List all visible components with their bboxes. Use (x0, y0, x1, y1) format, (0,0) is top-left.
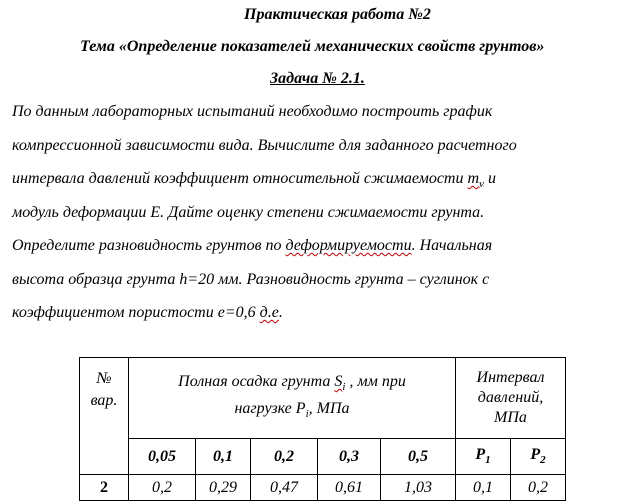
symbol-p: P (530, 446, 541, 464)
pressure-cell: 0,05 (129, 439, 196, 475)
header-variant-label: № вар. (90, 370, 118, 409)
header-text: , мм при нагрузке (234, 372, 406, 418)
symbol-s: S (334, 372, 343, 390)
value-cell: 0,29 (196, 475, 251, 501)
paragraph-line: компрессионной зависимости вида. Вычислите для заданного расчетного (12, 136, 517, 154)
paragraph-text: . (278, 304, 283, 321)
p1-cell (456, 439, 511, 475)
spellcheck-word: д.е (259, 304, 279, 321)
symbol-subscript: v (479, 178, 484, 191)
header-variant (80, 358, 129, 475)
header-interval (456, 358, 566, 439)
paragraph-line (12, 299, 632, 333)
paragraph-line: модуль деформации E. Дайте оценку степени сжимаемости грунта. (12, 203, 485, 221)
paragraph-text: коэффициентом пористости e=0,6 (12, 304, 260, 321)
symbol-subscript: i (305, 408, 309, 421)
paragraph-text: интервала давлений коэффициент относительной сжимаемости (12, 170, 468, 187)
value-cell: 0,1 (456, 475, 511, 501)
symbol-p: P (475, 446, 486, 464)
paragraph-text: Определите разновидность грунтов по (12, 237, 286, 254)
paragraph-line (12, 232, 632, 266)
header-interval-label: Интервал давлений, МПа (476, 369, 545, 427)
value-cell: 1,03 (381, 475, 456, 501)
pressure-cell: 0,2 (251, 439, 318, 475)
pressure-cell: 0,5 (381, 439, 456, 475)
paragraph-line: По данным лабораторных испытаний необходимо построить график (12, 103, 493, 120)
header-settlement (129, 358, 456, 439)
task-paragraph (12, 98, 632, 333)
value-cell: 0,47 (251, 475, 318, 501)
topic-heading: Тема «Определение показателей механических свойств грунтов» (80, 38, 545, 55)
symbol-p: P (295, 400, 306, 418)
p2-cell (511, 439, 566, 475)
value-cell: 0,2 (129, 475, 196, 501)
paragraph-line (12, 165, 632, 199)
data-table (79, 357, 566, 501)
symbol-m: m (467, 170, 480, 187)
pressure-cell: 0,3 (318, 439, 381, 475)
header-text: Полная осадка грунта (178, 372, 335, 390)
page-title: Практическая работа №2 (244, 6, 431, 23)
symbol-subscript: 2 (540, 454, 546, 467)
symbol-subscript: i (342, 381, 346, 394)
symbol-subscript: 1 (485, 454, 491, 467)
spellcheck-word: деформируемости (285, 237, 412, 254)
task-heading: Задача № 2.1. (270, 70, 365, 87)
spellcheck-word (334, 372, 346, 394)
variant-cell: 2 (80, 475, 129, 501)
pressure-cell: 0,1 (196, 439, 251, 475)
header-text: , МПа (308, 400, 350, 418)
paragraph-text: . Начальная (411, 237, 493, 254)
value-cell: 0,61 (318, 475, 381, 501)
paragraph-text: и (483, 170, 496, 187)
value-cell: 0,2 (511, 475, 566, 501)
spellcheck-word (467, 170, 484, 191)
paragraph-line: высота образца грунта h=20 мм. Разновидность грунта – суглинок с (12, 270, 490, 288)
